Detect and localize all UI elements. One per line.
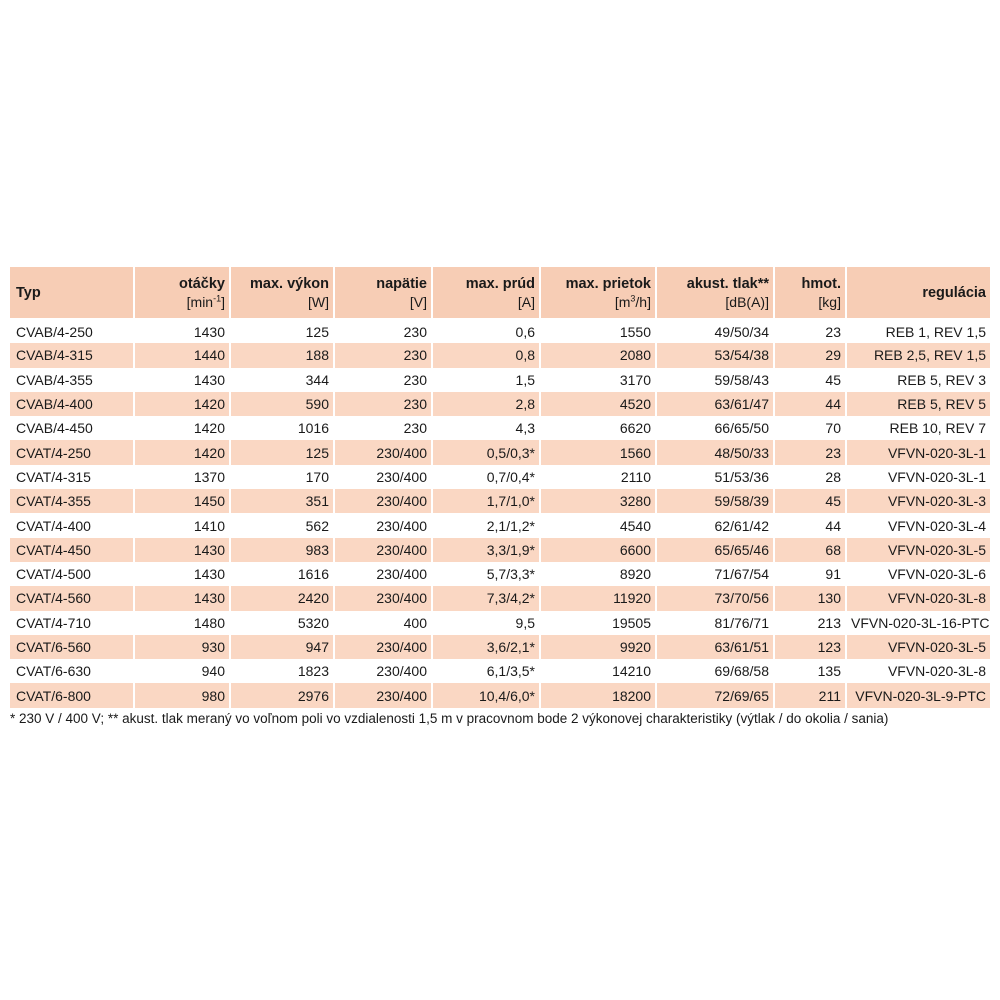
type-cell: CVAB/4-450	[16, 420, 93, 437]
table-cell: 983	[230, 538, 334, 562]
unit-text: [W]	[308, 293, 329, 310]
table-cell: VFVN-020-3L-1	[846, 440, 990, 464]
table-cell: 1420	[134, 440, 230, 464]
unit-text: [dB(A)]	[725, 293, 769, 310]
unit-text: [min	[186, 293, 214, 310]
table-cell: 5320	[230, 611, 334, 635]
table-cell: 230	[334, 319, 432, 343]
table-row	[10, 416, 990, 440]
table-cell: REB 5, REV 3	[846, 368, 990, 392]
table-cell: 5,7/3,3*	[432, 562, 540, 586]
table-cell: 940	[134, 659, 230, 683]
table-cell: 230	[334, 416, 432, 440]
table-cell: 69/68/58	[656, 659, 774, 683]
table-cell: 14210	[540, 659, 656, 683]
table-cell: 230/400	[334, 683, 432, 707]
table-cell: 125	[230, 440, 334, 464]
table-cell: 11920	[540, 586, 656, 610]
table-row	[10, 489, 990, 513]
table-cell: 65/65/46	[656, 538, 774, 562]
table-cell: 130	[774, 586, 846, 610]
table-cell: 23	[774, 319, 846, 343]
table-cell: 68	[774, 538, 846, 562]
column-header-name: regulácia	[922, 284, 986, 301]
table-cell: 344	[230, 368, 334, 392]
type-cell: CVAT/4-450	[16, 541, 91, 558]
table-cell: 230	[334, 343, 432, 367]
table-cell: 1370	[134, 465, 230, 489]
table-cell: 211	[774, 683, 846, 707]
table-cell: 2080	[540, 343, 656, 367]
table-cell: VFVN-020-3L-9-PTC	[846, 683, 990, 707]
table-cell: 29	[774, 343, 846, 367]
table-cell: 0,6	[432, 319, 540, 343]
table-row	[10, 562, 990, 586]
column-header-name: max. výkon	[250, 275, 329, 292]
table-row	[10, 635, 990, 659]
table-cell: 1,5	[432, 368, 540, 392]
table-cell: 81/76/71	[656, 611, 774, 635]
table-cell: 213	[774, 611, 846, 635]
type-cell: CVAT/6-560	[16, 639, 91, 655]
table-cell: 1420	[134, 416, 230, 440]
unit-text: [A]	[517, 293, 535, 310]
table-row	[10, 465, 990, 489]
table-cell: 1410	[134, 513, 230, 537]
table-cell: 8920	[540, 562, 656, 586]
table-cell: 0,7/0,4*	[432, 465, 540, 489]
type-cell: CVAT/6-630	[16, 663, 91, 680]
table-cell: 230/400	[334, 586, 432, 610]
unit-text: [kg]	[818, 293, 841, 310]
table-cell: 230/400	[334, 440, 432, 464]
table-cell: 70	[774, 416, 846, 440]
table-cell: 18200	[540, 683, 656, 707]
column-header-name: napätie	[376, 275, 427, 292]
table-cell: 23	[774, 440, 846, 464]
table-cell: 1430	[134, 368, 230, 392]
table-cell: 45	[774, 368, 846, 392]
footnote: * 230 V / 400 V; ** akust. tlak meraný vo voľnom poli vo vzdialenosti 1,5 m v pracovnom bode 2 výkonovej charakteristiky (výtlak / do okolia / sania)	[10, 711, 889, 726]
column-header-name: akust. tlak**	[686, 275, 769, 292]
table-cell: 44	[774, 392, 846, 416]
table-cell: VFVN-020-3L-4	[846, 513, 990, 537]
table-cell: 188	[230, 343, 334, 367]
column-header	[656, 267, 774, 319]
table-row	[10, 586, 990, 610]
table-cell: 1,7/1,0*	[432, 489, 540, 513]
table-cell: VFVN-020-3L-5	[846, 538, 990, 562]
table-cell: 19505	[540, 611, 656, 635]
table-cell: 230/400	[334, 562, 432, 586]
table-cell: 2976	[230, 683, 334, 707]
type-cell: CVAT/4-315	[16, 468, 91, 485]
table-cell: 125	[230, 319, 334, 343]
column-header-unit	[437, 293, 535, 311]
table-cell: VFVN-020-3L-16-PTC	[846, 611, 990, 635]
table-cell: REB 10, REV 7	[846, 416, 990, 440]
table-cell: 930	[134, 635, 230, 659]
table-cell: 0,5/0,3*	[432, 440, 540, 464]
table-cell: 73/70/56	[656, 586, 774, 610]
table-cell: 45	[774, 489, 846, 513]
table-row	[10, 392, 990, 416]
table-cell: 48/50/33	[656, 440, 774, 464]
column-header-unit	[661, 293, 769, 311]
unit-text: [m	[614, 293, 631, 310]
table-cell: 562	[230, 513, 334, 537]
column-header-unit	[339, 293, 427, 311]
table-cell: 1016	[230, 416, 334, 440]
table-cell: 135	[774, 659, 846, 683]
table-cell: 230/400	[334, 489, 432, 513]
table-cell: 9,5	[432, 611, 540, 635]
table-cell: 10,4/6,0*	[432, 683, 540, 707]
table-cell: 59/58/39	[656, 489, 774, 513]
table-cell: 1480	[134, 611, 230, 635]
table-cell: 230/400	[334, 659, 432, 683]
type-cell: CVAT/4-400	[16, 517, 91, 534]
table-cell: 6,1/3,5*	[432, 659, 540, 683]
table-cell: 1430	[134, 586, 230, 610]
unit-suffix: /h]	[635, 293, 651, 310]
column-header	[10, 267, 134, 319]
table-cell: 3,6/2,1*	[432, 635, 540, 659]
table-cell: 590	[230, 392, 334, 416]
table-cell: 72/69/65	[656, 683, 774, 707]
table-cell: 3170	[540, 368, 656, 392]
table-cell: 1440	[134, 343, 230, 367]
table-cell: 6600	[540, 538, 656, 562]
table-cell: 1430	[134, 538, 230, 562]
table-cell: VFVN-020-3L-1	[846, 465, 990, 489]
unit-suffix: ]	[221, 293, 225, 310]
table-cell: 230	[334, 392, 432, 416]
table-cell: 6620	[540, 416, 656, 440]
table-cell: 947	[230, 635, 334, 659]
table-cell: 2420	[230, 586, 334, 610]
table-cell: REB 5, REV 5	[846, 392, 990, 416]
type-cell: CVAB/4-355	[16, 371, 93, 388]
table-cell: 230/400	[334, 635, 432, 659]
table-cell: 49/50/34	[656, 319, 774, 343]
table-header-row	[10, 267, 990, 319]
column-header	[540, 267, 656, 319]
table-cell: VFVN-020-3L-6	[846, 562, 990, 586]
table-row	[10, 319, 990, 343]
column-header	[846, 267, 990, 319]
table-row	[10, 683, 990, 707]
column-header	[134, 267, 230, 319]
table-cell: REB 1, REV 1,5	[846, 319, 990, 343]
table-cell: 1550	[540, 319, 656, 343]
table-cell: 2,1/1,2*	[432, 513, 540, 537]
table-cell: 230/400	[334, 513, 432, 537]
table-row	[10, 343, 990, 367]
table-cell: VFVN-020-3L-8	[846, 586, 990, 610]
table-cell: 2,8	[432, 392, 540, 416]
type-cell: CVAT/4-355	[16, 493, 91, 510]
table-cell: 1616	[230, 562, 334, 586]
table-cell: 123	[774, 635, 846, 659]
column-header-unit	[779, 293, 841, 311]
table-row	[10, 538, 990, 562]
table-cell: 3280	[540, 489, 656, 513]
column-header	[230, 267, 334, 319]
table-cell: 1430	[134, 562, 230, 586]
type-cell: CVAT/4-710	[16, 614, 91, 631]
table-row	[10, 611, 990, 635]
type-cell: CVAB/4-315	[16, 347, 93, 364]
table-cell: VFVN-020-3L-3	[846, 489, 990, 513]
table-cell: 28	[774, 465, 846, 489]
table-cell: 1450	[134, 489, 230, 513]
table-row	[10, 440, 990, 464]
table-body	[10, 319, 990, 708]
column-header	[334, 267, 432, 319]
type-cell: CVAT/6-800	[16, 687, 91, 704]
type-cell: CVAB/4-400	[16, 396, 93, 413]
column-header-name: max. prietok	[565, 275, 651, 292]
table-cell: 59/58/43	[656, 368, 774, 392]
type-cell: CVAT/4-560	[16, 590, 91, 607]
fan-spec-table	[10, 267, 990, 708]
table-cell: 91	[774, 562, 846, 586]
column-header-name: max. prúd	[465, 275, 535, 292]
table-row	[10, 659, 990, 683]
unit-superscript: 3	[630, 292, 636, 303]
unit-text: [V]	[409, 293, 427, 310]
table-cell: 63/61/51	[656, 635, 774, 659]
table-cell: 230/400	[334, 465, 432, 489]
column-header-unit	[235, 293, 329, 311]
table-cell: 1430	[134, 319, 230, 343]
table-cell: 9920	[540, 635, 656, 659]
column-header-unit	[139, 293, 225, 311]
table-cell: 66/65/50	[656, 416, 774, 440]
table-cell: 4,3	[432, 416, 540, 440]
type-cell: CVAT/4-500	[16, 566, 91, 583]
table-cell: 400	[334, 611, 432, 635]
table-cell: 4540	[540, 513, 656, 537]
table-cell: 44	[774, 513, 846, 537]
column-header-unit	[545, 293, 651, 311]
type-cell: CVAB/4-250	[10, 319, 134, 343]
column-header-name: otáčky	[179, 275, 225, 292]
table-cell: 230/400	[334, 538, 432, 562]
column-header	[432, 267, 540, 319]
table-cell: 3,3/1,9*	[432, 538, 540, 562]
table-cell: 62/61/42	[656, 513, 774, 537]
table-cell: 63/61/47	[656, 392, 774, 416]
table-cell: 53/54/38	[656, 343, 774, 367]
table-row	[10, 368, 990, 392]
table-cell: 1560	[540, 440, 656, 464]
type-cell: CVAT/4-250	[16, 444, 91, 461]
table-cell: VFVN-020-3L-8	[846, 659, 990, 683]
table-cell: 351	[230, 489, 334, 513]
column-header-name: Typ	[16, 284, 41, 301]
column-header-name: hmot.	[801, 275, 841, 292]
table-cell: 71/67/54	[656, 562, 774, 586]
table-cell: 7,3/4,2*	[432, 586, 540, 610]
unit-superscript: -1	[213, 292, 222, 303]
table-cell: VFVN-020-3L-5	[846, 635, 990, 659]
table-cell: 0,8	[432, 343, 540, 367]
table-cell: 170	[230, 465, 334, 489]
column-header	[774, 267, 846, 319]
table-cell: 51/53/36	[656, 465, 774, 489]
table-cell: 2110	[540, 465, 656, 489]
table-cell: 4520	[540, 392, 656, 416]
table-cell: 1420	[134, 392, 230, 416]
table-cell: 980	[134, 683, 230, 707]
table-cell: 1823	[230, 659, 334, 683]
table-cell: 230	[334, 368, 432, 392]
table-row	[10, 513, 990, 537]
table-cell: REB 2,5, REV 1,5	[846, 343, 990, 367]
